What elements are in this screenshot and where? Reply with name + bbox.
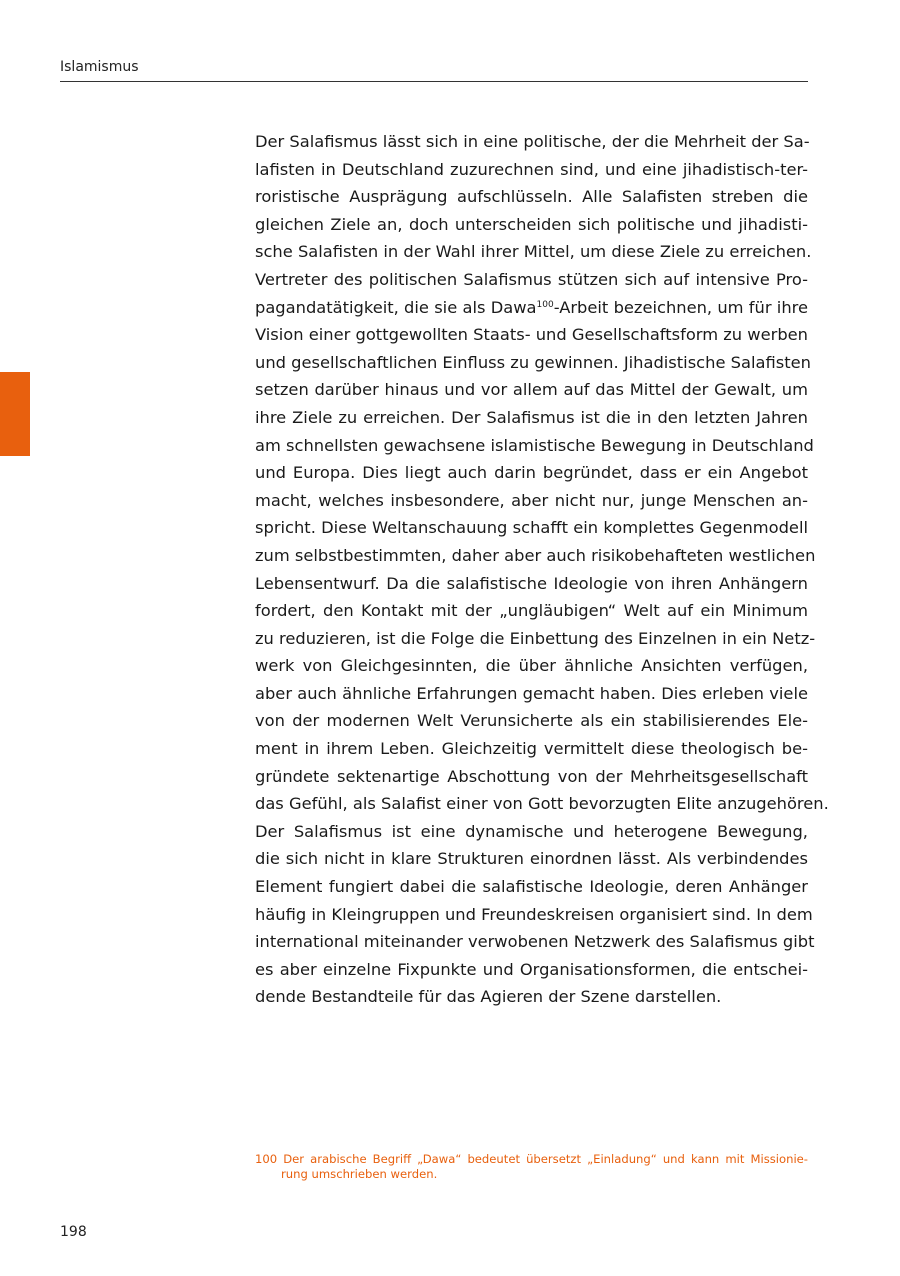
body-line: und Europa. Dies liegt auch darin begründet, dass er ein Angebot	[255, 463, 808, 483]
body-line: Vision einer gottgewollten Staats- und Gesellschaftsform zu werben	[255, 325, 808, 345]
body-line: ihre Ziele zu erreichen. Der Salafismus ist die in den letzten Jahren	[255, 407, 808, 427]
page-number: 198	[60, 1224, 87, 1240]
main-text-column	[255, 128, 829, 1011]
footnote-text-1: Der arabische Begriff „Dawa“ bedeutet übersetzt „Einladung“ und kann mit Missionie-	[283, 1152, 808, 1166]
body-line: werk von Gleichgesinnten, die über ähnliche Ansichten verfügen,	[255, 656, 808, 676]
footnote-reference: 100	[536, 299, 554, 310]
footnote-line-1	[255, 1152, 808, 1167]
body-line: aber auch ähnliche Erfahrungen gemacht haben. Dies erleben viele	[255, 683, 808, 703]
body-line: Der Salafismus ist eine dynamische und heterogene Bewegung,	[255, 821, 808, 841]
body-line: häufig in Kleingruppen und Freundeskreisen organisiert sind. In dem	[255, 904, 813, 924]
running-title: Islamismus	[60, 59, 139, 75]
chapter-marker-tab	[0, 372, 30, 456]
body-line: Vertreter des politischen Salafismus stützen sich auf intensive Pro-	[255, 269, 808, 289]
body-line: Element fungiert dabei die salafistische Ideologie, deren Anhänger	[255, 877, 808, 897]
body-line: international miteinander verwobenen Netzwerk des Salafismus gibt	[255, 932, 815, 952]
body-line: Der Salafismus lässt sich in eine politische, der die Mehrheit der Sa-	[255, 132, 810, 151]
body-line: das Gefühl, als Salafist einer von Gott bevorzugten Elite anzugehören.	[255, 794, 829, 814]
body-line: sche Salafisten in der Wahl ihrer Mittel, um diese Ziele zu erreichen.	[255, 242, 812, 262]
body-line: lafisten in Deutschland zuzurechnen sind, und eine jihadistisch-ter-	[255, 159, 808, 179]
body-line: ment in ihrem Leben. Gleichzeitig vermittelt diese theologisch be-	[255, 739, 808, 759]
body-line	[255, 294, 808, 322]
body-line: macht, welches insbesondere, aber nicht nur, junge Menschen an-	[255, 490, 808, 510]
body-line: von der modernen Welt Verunsicherte als ein stabilisierendes Ele-	[255, 711, 808, 731]
footnote-line-2: rung umschrieben werden.	[281, 1167, 438, 1181]
footnote	[255, 1152, 808, 1182]
body-line: zum selbstbestimmten, daher aber auch risikobehafteten westlichen	[255, 545, 816, 565]
body-line: und gesellschaftlichen Einfluss zu gewinnen. Jihadistische Salafisten	[255, 352, 811, 372]
body-line-part: pagandatätigkeit, die sie als Dawa	[255, 297, 537, 317]
body-line-part: -Arbeit bezeichnen, um für ihre	[553, 297, 808, 317]
body-line: spricht. Diese Weltanschauung schafft ein komplettes Gegenmodell	[255, 518, 808, 538]
body-line: gleichen Ziele an, doch unterscheiden sich politische und jihadisti-	[255, 214, 808, 234]
body-line: dende Bestandteile für das Agieren der Szene darstellen.	[255, 987, 722, 1007]
body-line: zu reduzieren, ist die Folge die Einbettung des Einzelnen in ein Netz-	[255, 628, 816, 648]
body-line: gründete sektenartige Abschottung von der Mehrheitsgesellschaft	[255, 766, 808, 786]
footnote-number: 100	[255, 1152, 278, 1166]
body-line: es aber einzelne Fixpunkte und Organisationsformen, die entschei-	[255, 959, 808, 979]
body-line: Lebensentwurf. Da die salafistische Ideologie von ihren Anhängern	[255, 573, 808, 593]
header-rule	[60, 81, 808, 82]
body-line: die sich nicht in klare Strukturen einordnen lässt. Als verbindendes	[255, 849, 808, 869]
body-line: roristische Ausprägung aufschlüsseln. Alle Salafisten streben die	[255, 187, 808, 207]
body-line: am schnellsten gewachsene islamistische Bewegung in Deutschland	[255, 435, 814, 455]
body-line: setzen darüber hinaus und vor allem auf das Mittel der Gewalt, um	[255, 380, 808, 400]
body-line: fordert, den Kontakt mit der „ungläubigen“ Welt auf ein Minimum	[255, 601, 808, 621]
